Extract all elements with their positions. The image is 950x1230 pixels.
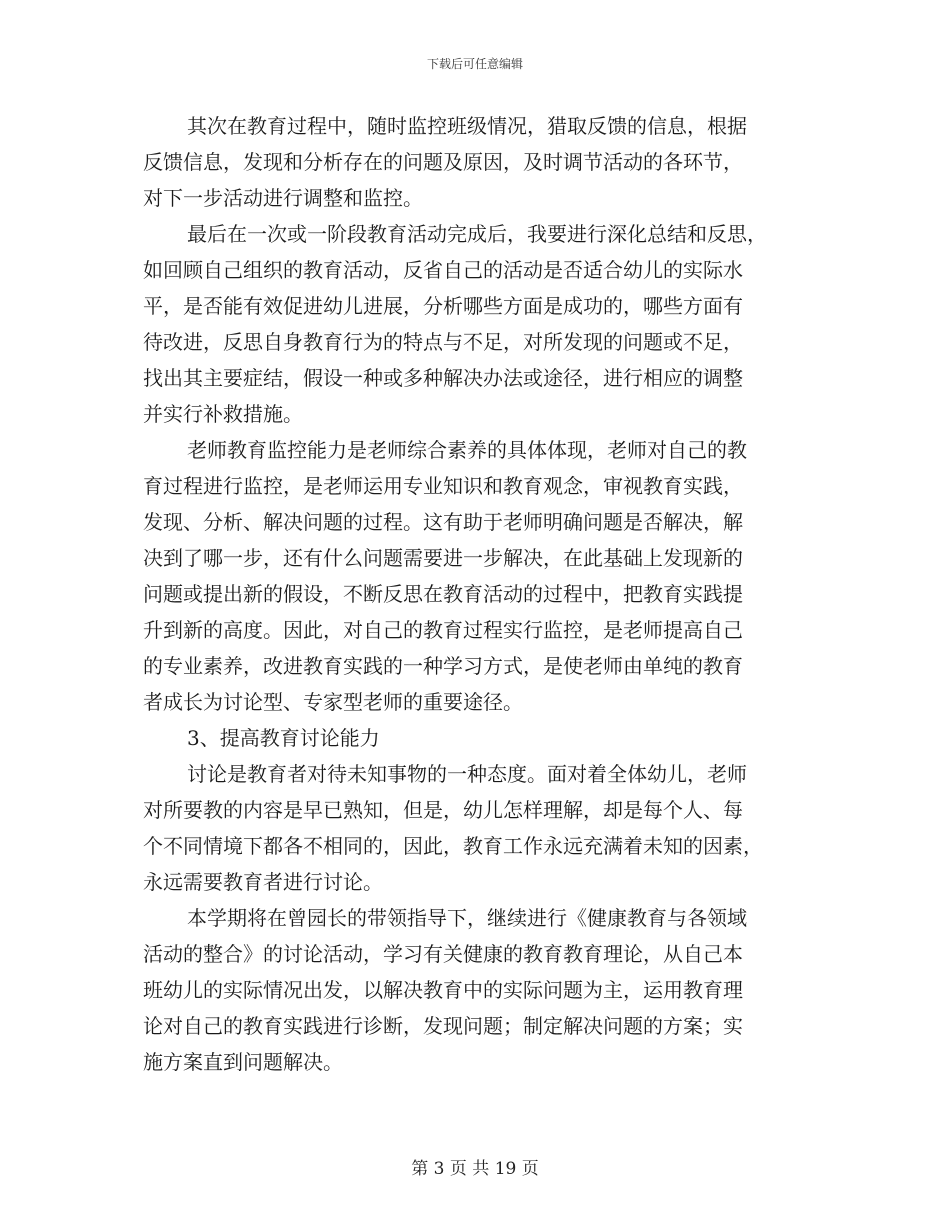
paragraph-line: 反馈信息，发现和分析存在的问题及原因，及时调节活动的各环节， (143, 150, 743, 174)
paragraph-line: 班幼儿的实际情况出发，以解决教育中的实际问题为主，运用教育理 (143, 978, 743, 1002)
page-footer: 第 3 页 共 19 页 (411, 1159, 539, 1179)
paragraph-line: 发现、分析、解决问题的过程。这有助于老师明确问题是否解决，解 (143, 510, 743, 534)
paragraph-line: 的专业素养，改进教育实践的一种学习方式，是使老师由单纯的教育 (143, 654, 743, 678)
paragraph-line: 平，是否能有效促进幼儿进展，分析哪些方面是成功的，哪些方面有 (143, 294, 743, 318)
paragraph-line: 施方案直到问题解决。 (143, 1050, 343, 1074)
paragraph-line: 并实行补救措施。 (143, 402, 303, 426)
paragraph-line: 永远需要教育者进行讨论。 (143, 870, 383, 894)
paragraph-line: 待改进，反思自身教育行为的特点与不足，对所发现的问题或不足， (143, 330, 743, 354)
paragraph-line: 其次在教育过程中，随时监控班级情况，猎取反馈的信息，根据 (187, 114, 747, 138)
paragraph-line: 论对自己的教育实践进行诊断，发现问题；制定解决问题的方案；实 (143, 1014, 743, 1038)
paragraph-line: 找出其主要症结，假设一种或多种解决办法或途径，进行相应的调整 (143, 366, 743, 390)
page-header: 下载后可任意编辑 (426, 57, 523, 71)
paragraph-line: 升到新的高度。因此，对自己的教育过程实行监控，是老师提高自己 (143, 618, 743, 642)
section-heading: 3、提高教育讨论能力 (187, 726, 380, 750)
paragraph-line: 活动的整合》的讨论活动，学习有关健康的教育教育理论，从自己本 (143, 942, 743, 966)
paragraph-line: 者成长为讨论型、专家型老师的重要途径。 (143, 690, 523, 714)
paragraph-line: 如回顾自己组织的教育活动，反省自己的活动是否适合幼儿的实际水 (143, 258, 743, 282)
paragraph-line: 个不同情境下都各不相同的，因此，教育工作永远充满着未知的因素， (143, 834, 763, 858)
paragraph-line: 对下一步活动进行调整和监控。 (143, 186, 423, 210)
paragraph-line: 老师教育监控能力是老师综合素养的具体体现，老师对自己的教 (187, 438, 747, 462)
paragraph-line: 问题或提出新的假设，不断反思在教育活动的过程中，把教育实践提 (143, 582, 743, 606)
paragraph-line: 本学期将在曾园长的带领指导下，继续进行《健康教育与各领域 (187, 906, 747, 930)
paragraph-line: 育过程进行监控，是老师运用专业知识和教育观念，审视教育实践， (143, 474, 743, 498)
body-text (143, 108, 803, 1080)
paragraph-line: 讨论是教育者对待未知事物的一种态度。面对着全体幼儿，老师 (187, 762, 747, 786)
paragraph-line: 最后在一次或一阶段教育活动完成后，我要进行深化总结和反思， (187, 222, 767, 246)
paragraph-line: 对所要教的内容是早已熟知，但是，幼儿怎样理解，却是每个人、每 (143, 798, 743, 822)
paragraph-line: 决到了哪一步，还有什么问题需要进一步解决，在此基础上发现新的 (143, 546, 743, 570)
